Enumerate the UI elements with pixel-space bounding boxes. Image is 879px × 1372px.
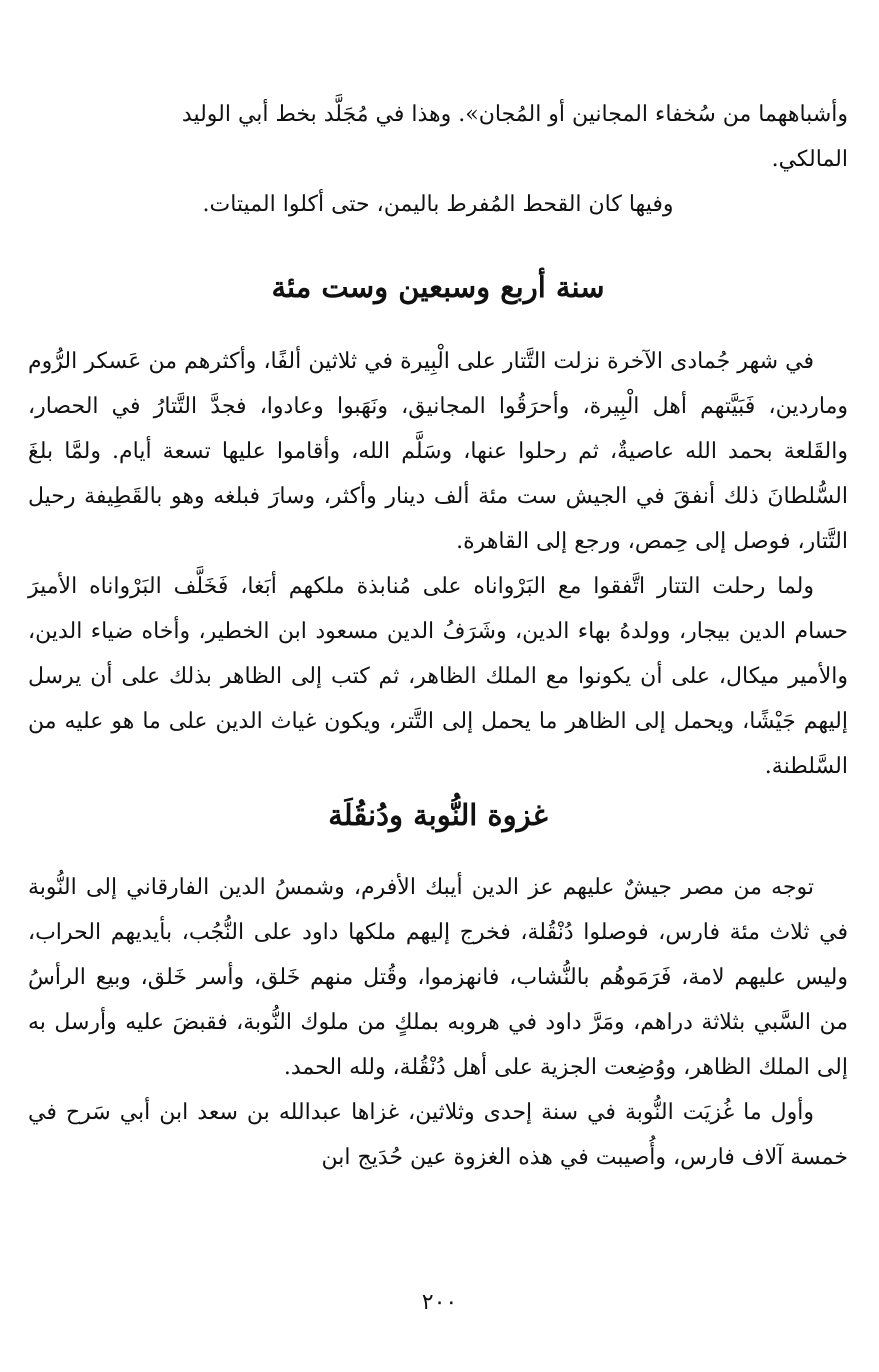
paragraph-barwanah: ولما رحلت التتار اتَّفقوا مع البَرْواناه على مُنابذة ملكهم أبَغا، فَخَلَّف البَرْواناه الأميرَ حسام الدين بيجار، وولدهُ بهاء الدين، وشَرَفُ الدين مسعود ابن الخطير، وأخاه ضياء الدين، والأمير ميكال، على أن يكونوا مع الملك الظاهر، ثم كتب إلى الظاهر بذلك على أن يرسل إليهم جَيْشًا، ويحمل إلى الظاهر ما يحمل إلى التَّتر، ويكون غياث الدين على ما هو عليه من السَّلطنة.: [28, 574, 848, 779]
page-body: [28, 92, 848, 1180]
paragraph-tatar-siege: في شهر جُمادى الآخرة نزلت التَّتار على الْبِيرة في ثلاثين ألفًا، وأكثرهم من عَسكر الرُّوم وماردين، فَبَيَّتهم أهل الْبِيرة، وأحرَقُوا المجانيق، ونَهَبوا وعادوا، فجدَّ التَّتارُ في الحصار، والقَلعة بحمد الله عاصيةٌ، ثم رحلوا عنها، وسَلَّم الله، وأقاموا عليها تسعة أيام. ولمَّا بلغَ السُّلطانَ ذلك أنفقَ في الجيش ست مئة ألف دينار وأكثر، وسارَ فبلغه وهو بالقَطِيفة رحيل التَّتار، فوصل إلى حِمص، ورجع إلى القاهرة.: [28, 349, 848, 554]
section-heading-year-674: سنة أربع وسبعين وست مئة: [271, 270, 605, 304]
section-heading-nubia-campaign: غزوة النُّوبة ودُنقُلَة: [328, 798, 548, 832]
paragraph-first-nubia-raid: وأول ما غُزيَت النُّوبة في سنة إحدى وثلاثين، غزاها عبدالله بن سعد ابن أبي سَرح في خمسة آلاف فارس، وأُصيبت في هذه الغزوة عين حُدَيج ابن: [28, 1100, 848, 1170]
intro-paragraph: [28, 92, 848, 227]
page-number: ٢٠٠: [421, 1290, 458, 1315]
intro-line-3: وفيها كان القحط المُفرط باليمن، حتى أكلوا الميتات.: [202, 192, 674, 217]
paragraph-nubia-campaign: توجه من مصر جيشٌ عليهم عز الدين أيبك الأفرم، وشمسُ الدين الفارقاني إلى النُّوبة في ثلاث مئة فارس، فوصلوا دُنْقُلة، فخرج إليهم ملكها داود على النُّجُب، بأيديهم الحراب، وليس عليهم لامة، فَرَمَوهُم بالنُّشاب، فانهزموا، وقُتل منهم خَلق، وأسر خَلق، وبيع الرأسُ من السَّبي بثلاثة دراهم، ومَرَّ داود في هروبه بملكٍ من ملوك النُّوبة، فقبضَ عليه وأرسل به إلى الملك الظاهر، ووُضِعت الجزية على أهل دُنْقُلة، ولله الحمد.: [28, 875, 848, 1080]
intro-line-1: وأشباههما من سُخفاء المجانين أو المُجان». وهذا في مُجَلَّد بخط أبي الوليد: [181, 102, 848, 127]
intro-line-2: المالكي.: [771, 147, 848, 172]
